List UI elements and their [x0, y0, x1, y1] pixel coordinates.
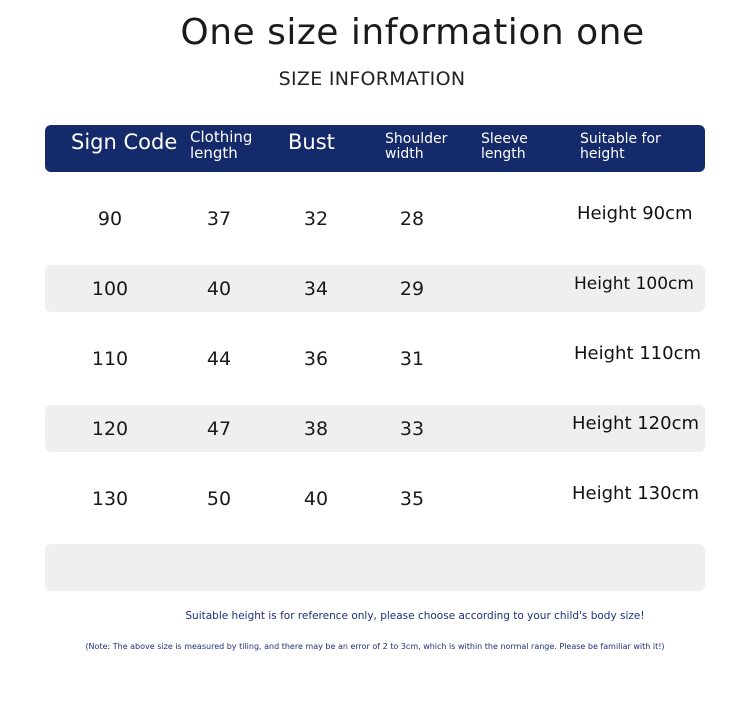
reference-note: Suitable height is for reference only, please choose according to your child's body size! [185, 610, 645, 622]
page-title: One size information one [180, 12, 645, 53]
cell-shoulder-width: 33 [399, 418, 425, 440]
table-row-empty [45, 544, 705, 591]
header-sign-code: Sign Code [71, 130, 178, 154]
cell-clothing-length: 50 [206, 488, 232, 510]
cell-sign-code: 90 [97, 208, 123, 230]
header-bust: Bust [288, 130, 335, 154]
cell-suitable-height: Height 130cm [572, 483, 700, 504]
cell-bust: 40 [303, 488, 329, 510]
cell-clothing-length: 44 [206, 348, 232, 370]
cell-shoulder-width: 35 [399, 488, 425, 510]
cell-suitable-height: Height 110cm [574, 343, 702, 364]
header-sleeve-length: Sleeve length [481, 131, 528, 162]
cell-sign-code: 130 [91, 488, 129, 510]
cell-bust: 36 [303, 348, 329, 370]
cell-sign-code: 100 [91, 278, 129, 300]
cell-bust: 32 [303, 208, 329, 230]
cell-shoulder-width: 28 [399, 208, 425, 230]
page-subtitle: SIZE INFORMATION [278, 68, 466, 90]
cell-bust: 38 [303, 418, 329, 440]
header-shoulder-width: Shoulder width [385, 131, 448, 162]
cell-suitable-height: Height 120cm [572, 413, 700, 434]
cell-sign-code: 120 [91, 418, 129, 440]
cell-clothing-length: 40 [206, 278, 232, 300]
cell-sign-code: 110 [91, 348, 129, 370]
cell-clothing-length: 37 [206, 208, 232, 230]
cell-bust: 34 [303, 278, 329, 300]
header-clothing-length: Clothing length [190, 128, 253, 162]
table-header [45, 125, 705, 172]
cell-shoulder-width: 29 [399, 278, 425, 300]
measurement-note: (Note: The above size is measured by tiling, and there may be an error of 2 to 3cm, which is within the normal range. Please be familiar with it!) [85, 642, 665, 651]
cell-suitable-height: Height 90cm [577, 203, 693, 224]
cell-shoulder-width: 31 [399, 348, 425, 370]
header-suitable-height: Suitable for height [580, 131, 661, 162]
cell-suitable-height: Height 100cm [574, 274, 694, 294]
cell-clothing-length: 47 [206, 418, 232, 440]
